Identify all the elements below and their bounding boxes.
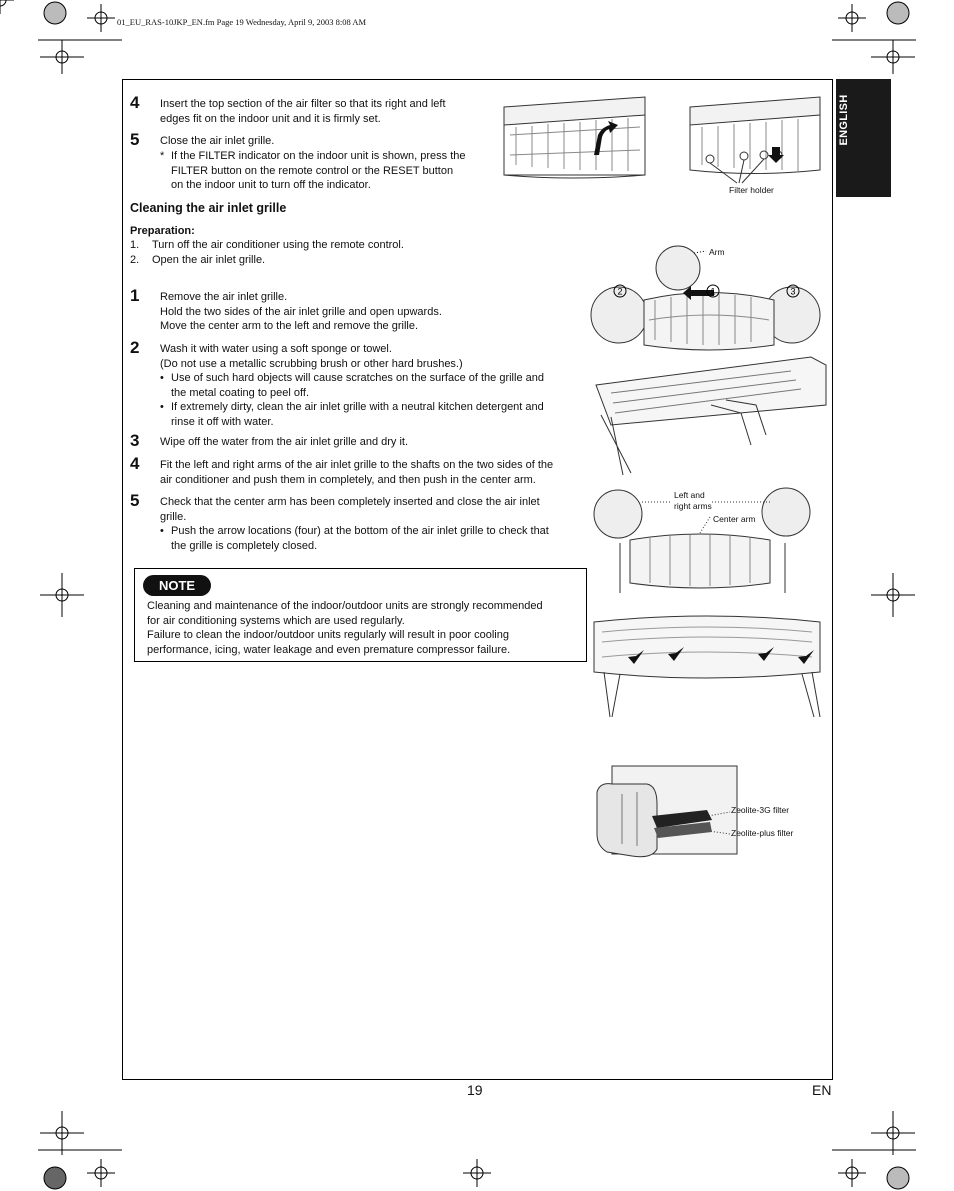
- bullet: •: [160, 401, 164, 414]
- bullet: •: [160, 525, 164, 538]
- zeolite-filters-illustration: [592, 764, 752, 859]
- note-label: NOTE: [143, 575, 211, 596]
- step-text: [160, 97, 446, 126]
- step-line: Insert the top section of the air filter so that its right and left: [160, 98, 446, 110]
- step-text: [160, 342, 544, 430]
- step-line: Hold the two sides of the air inlet grille and open upwards.: [160, 305, 442, 318]
- step-line: Close the air inlet grille.: [160, 135, 275, 147]
- note-line: performance, icing, water leakage and even premature compressor failure.: [147, 643, 511, 656]
- step-text: Wipe off the water from the air inlet grille and dry it.: [160, 436, 409, 448]
- remove-grille-illustration: [589, 245, 824, 355]
- page-number: 19: [467, 1082, 483, 1098]
- lift-grille-illustration: [591, 355, 826, 480]
- step-line: Wash it with water using a soft sponge or towel.: [160, 343, 392, 355]
- preparation-list: [130, 238, 404, 267]
- filter-insert-illustration: [502, 95, 647, 180]
- list-number: 2.: [130, 253, 140, 266]
- step-text: [160, 495, 549, 553]
- list-item: Open the air inlet grille.: [152, 253, 266, 266]
- step-line: Move the center arm to the left and remove the grille.: [160, 320, 419, 333]
- step-line: Remove the air inlet grille.: [160, 291, 288, 303]
- step-number: 5: [130, 130, 140, 149]
- zeolite-3g-label: Zeolite-3G filter: [731, 805, 790, 815]
- print-header: 01_EU_RAS-10JKP_EN.fm Page 19 Wednesday, April 9, 2003 8:08 AM: [117, 17, 367, 27]
- bullet: •: [160, 372, 164, 385]
- circle-2-label: 2: [617, 286, 623, 297]
- circle-1-label: 1: [710, 286, 716, 297]
- note-line: Cleaning and maintenance of the indoor/outdoor units are strongly recommended: [147, 600, 543, 612]
- list-item: Turn off the air conditioner using the remote control.: [152, 239, 404, 251]
- bullet-line: the metal coating to peel off.: [171, 386, 309, 399]
- bullet-line: Use of such hard objects will cause scratches on the surface of the grille and: [171, 372, 544, 385]
- step-number: 5: [130, 491, 140, 510]
- step-number: 4: [130, 454, 140, 473]
- center-arm-label: Center arm: [713, 514, 756, 524]
- bullet-line: Push the arrow locations (four) at the bottom of the air inlet grille to check that: [171, 525, 549, 538]
- asterisk: *: [160, 150, 165, 162]
- step-text: [160, 134, 274, 149]
- left-arms-label-2: right arms: [674, 501, 712, 511]
- step-footnote: [160, 149, 490, 193]
- circle-3-label: 3: [790, 286, 796, 297]
- arm-label: Arm: [709, 247, 725, 257]
- bullet-line: If extremely dirty, clean the air inlet grille with a neutral kitchen detergent and: [171, 401, 544, 414]
- step-text: [160, 290, 442, 334]
- filter-holder-illustration: [682, 95, 822, 180]
- footnote-line: FILTER button on the remote control or the RESET button: [171, 164, 454, 177]
- step-line: edges fit on the indoor unit and it is firmly set.: [160, 112, 381, 125]
- preparation-title: Preparation:: [130, 225, 195, 237]
- step-line: grille.: [160, 510, 187, 523]
- note-text: [147, 599, 579, 657]
- zeolite-plus-label: Zeolite-plus filter: [731, 828, 794, 838]
- step-line: (Do not use a metallic scrubbing brush or other hard brushes.): [160, 357, 463, 370]
- note-line: Failure to clean the indoor/outdoor units regularly will result in poor cooling: [147, 629, 509, 642]
- step-number: 4: [130, 93, 140, 112]
- step-number: 2: [130, 338, 140, 357]
- left-arms-label-1: Left and: [674, 490, 705, 500]
- step-line: Fit the left and right arms of the air inlet grille to the shafts on the two sides of the: [160, 459, 554, 471]
- step-number: 1: [130, 286, 140, 305]
- language-tab: [836, 79, 891, 197]
- list-number: 1.: [130, 239, 140, 251]
- step-number: 3: [130, 431, 140, 450]
- language-tab-label: ENGLISH: [838, 94, 850, 146]
- step-line: Check that the center arm has been completely inserted and close the air inlet: [160, 496, 540, 508]
- bullet-line: the grille is completely closed.: [171, 539, 318, 552]
- note-line: for air conditioning systems which are used regularly.: [147, 614, 405, 627]
- close-grille-illustration: [592, 612, 822, 722]
- bullet-line: rinse it off with water.: [171, 415, 274, 428]
- footnote-line: If the FILTER indicator on the indoor unit is shown, press the: [171, 150, 466, 162]
- step-line: air conditioner and push them in completely, and then push in the center arm.: [160, 473, 536, 486]
- language-code: EN: [812, 1082, 832, 1098]
- section-title: Cleaning the air inlet grille: [130, 201, 287, 215]
- footnote-line: on the indoor unit to turn off the indicator.: [171, 179, 371, 192]
- filter-holder-label: Filter holder: [729, 185, 774, 195]
- step-text: [160, 458, 553, 487]
- note-box: [134, 568, 587, 662]
